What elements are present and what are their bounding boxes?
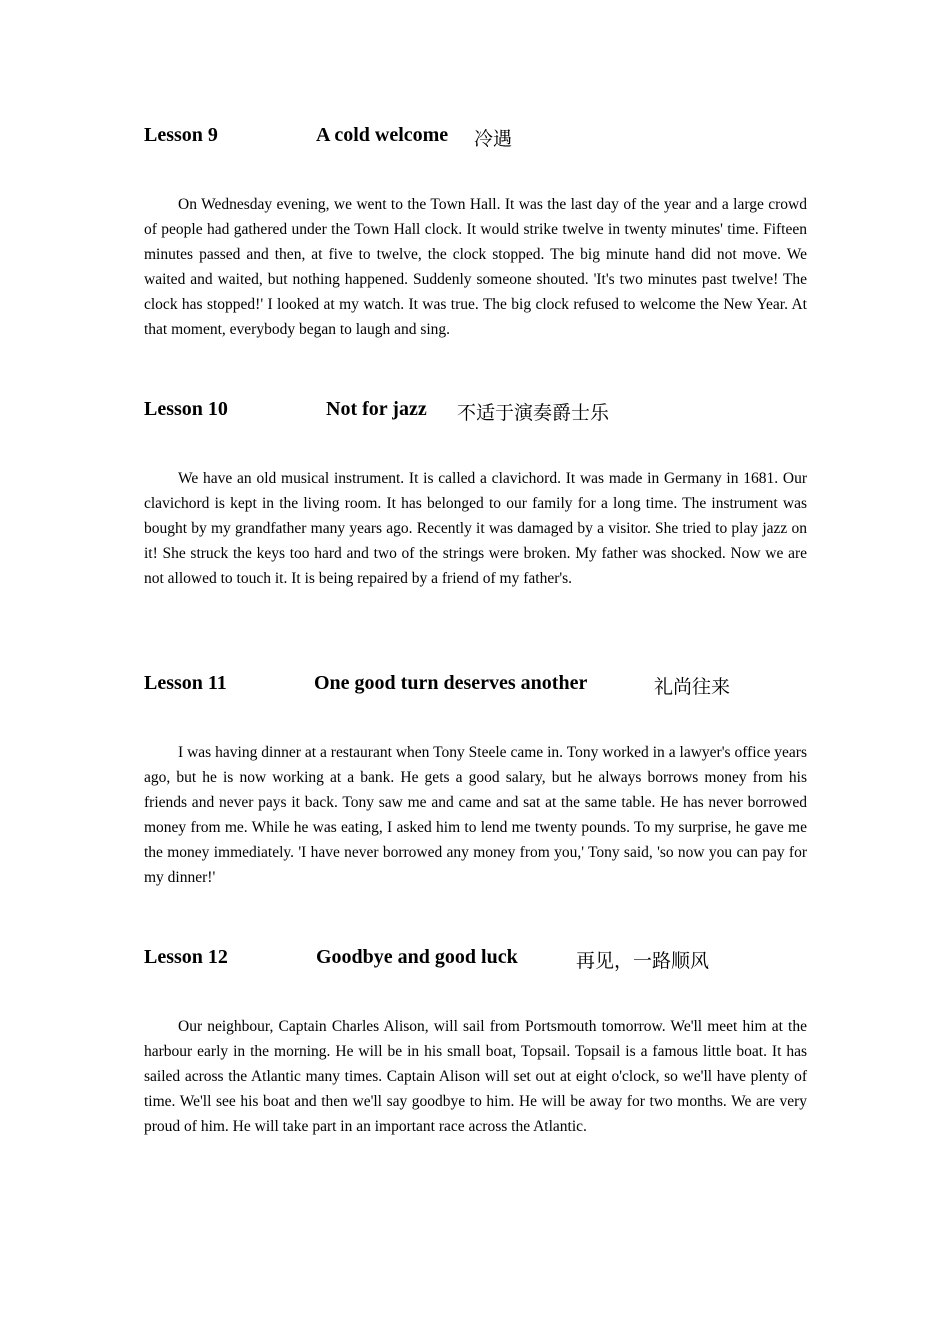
lesson-number: Lesson 9 — [144, 124, 218, 146]
lesson-heading — [144, 124, 807, 154]
lesson-text: Our neighbour, Captain Charles Alison, will sail from Portsmouth tomorrow. We'll meet him at the harbour early in the morning. He will be in his small boat, Topsail. Topsail is a famous little boat. It has sailed across the Atlantic many times. Captain Alison will set out at eight o'clock, so we'll have plenty of time. We'll see his boat and then we'll say goodbye to him. He will be away for two months. We are very proud of him. He will take part in an important race across the Atlantic. — [144, 1018, 807, 1135]
lesson-heading — [144, 398, 807, 428]
lesson-9 — [144, 124, 807, 342]
lesson-12 — [144, 946, 807, 1139]
lesson-title: Goodbye and good luck — [316, 946, 518, 968]
lesson-text: We have an old musical instrument. It is called a clavichord. It was made in Germany in 1681. Our clavichord is kept in the living room. It has belonged to our family for a long time. The instrument was bought by my grandfather many years ago. Recently it was damaged by a visitor. She tried to play jazz on it! She struck the keys too hard and two of the strings were broken. My father was shocked. Now we are not allowed to touch it. It is being repaired by a friend of my father's. — [144, 470, 807, 587]
lesson-text: I was having dinner at a restaurant when Tony Steele came in. Tony worked in a lawyer's office years ago, but he is now working at a bank. He gets a good salary, but he always borrows money from his friends and never pays it back. Tony saw me and came and sat at the same table. He has never borrowed money from me. While he was eating, I asked him to lend me twenty pounds. To my surprise, he gave me the money immediately. 'I have never borrowed any money from you,' Tony said, 'so now you can pay for my dinner!' — [144, 744, 807, 886]
lesson-text: On Wednesday evening, we went to the Town Hall. It was the last day of the year and a large crowd of people had gathered under the Town Hall clock. It would strike twelve in twenty minutes' time. Fifteen minutes passed and then, at five to twelve, the clock stopped. The big minute hand did not move. We waited and waited, but nothing happened. Suddenly someone shouted. 'It's two minutes past twelve! The clock has stopped!' I looked at my watch. It was true. The big clock refused to welcome the New Year. At that moment, everybody began to laugh and sing. — [144, 196, 807, 338]
lesson-title: A cold welcome — [316, 124, 449, 146]
lesson-title: Not for jazz — [326, 398, 427, 420]
lesson-chinese-title: 冷遇 — [474, 128, 513, 150]
lesson-heading — [144, 946, 807, 976]
lesson-11 — [144, 672, 807, 890]
lesson-number: Lesson 11 — [144, 672, 227, 694]
lesson-heading — [144, 672, 807, 702]
lesson-chinese-title: 再见，一路顺风 — [576, 950, 710, 972]
lesson-chinese-title: 不适于演奏爵士乐 — [457, 402, 610, 424]
lesson-title: One good turn deserves another — [314, 672, 588, 694]
lesson-number: Lesson 12 — [144, 946, 228, 968]
lesson-number: Lesson 10 — [144, 398, 228, 420]
lesson-chinese-title: 礼尚往来 — [654, 676, 731, 698]
lesson-10 — [144, 398, 807, 591]
